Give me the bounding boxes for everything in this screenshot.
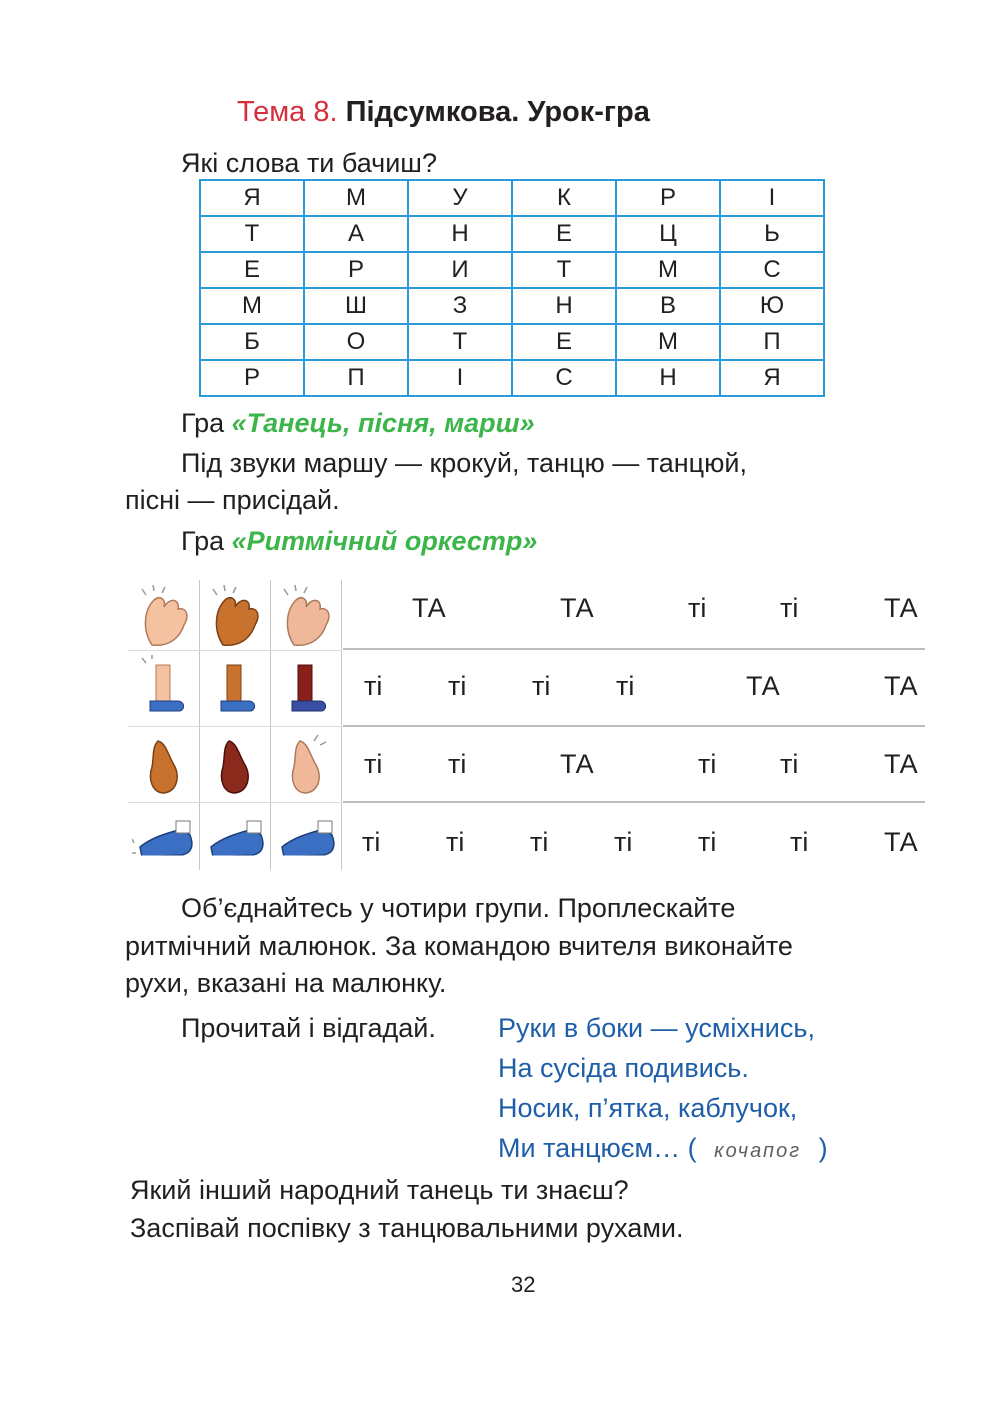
game2-prefix: Гра [181,526,232,556]
grid-row [200,288,824,324]
grid-cell: С [720,252,824,288]
grid-cell: У [408,180,512,216]
grid-cell: Т [512,252,616,288]
game2-name: «Ритмічний оркестр» [231,526,538,556]
rhythm-syllable: ТА [560,593,594,623]
grid-cell: Я [200,180,304,216]
grid-cell: Ь [720,216,824,252]
game1-text-line2: пісні — присідай. [125,485,340,515]
clapping-hands-icon [132,582,202,658]
grid-cell: О [304,324,408,360]
grid-cell: М [616,324,720,360]
sneaker-tap-icon [274,804,344,880]
grid-cell: И [408,252,512,288]
grid-cell: П [304,360,408,396]
grid-row [200,252,824,288]
rhythm-syllable: ті [688,593,707,623]
grid-cell: Р [616,180,720,216]
rhythm-syllable: ті [446,827,465,857]
grid-cell: Т [200,216,304,252]
riddle-line2: На сусіда подивись. [498,1053,749,1083]
rhythm-syllable: ТА [884,827,918,857]
grid-row [200,360,824,396]
clapping-hands-icon [203,582,273,658]
grid-cell: Е [512,324,616,360]
game2-heading [181,522,537,560]
grid-row [200,324,824,360]
rhythm-syllable: ті [698,749,717,779]
question-2: Заспівай поспівку з танцювальними рухами. [130,1213,684,1243]
rhythm-syllable: ті [780,749,799,779]
stomping-foot-icon [274,652,344,728]
rhythm-syllable: ті [532,671,551,701]
topic-number: Тема 8. [237,96,338,128]
page-title [237,96,650,129]
grid-cell: Ш [304,288,408,324]
grid-cell: Р [200,360,304,396]
letter-grid [199,179,825,397]
riddle-line3: Носик, п’ятка, каблучок, [498,1093,798,1123]
grid-cell: С [512,360,616,396]
grid-cell: Ю [720,288,824,324]
grid-cell: І [720,180,824,216]
grid-cell: А [304,216,408,252]
rhythm-syllable: ТА [412,593,446,623]
rhythm-syllable: ті [698,827,717,857]
grid-cell: З [408,288,512,324]
game1-name: «Танець, пісня, марш» [231,408,535,438]
instructions-line1: Об’єднайтесь у чотири групи. Проплескайте [181,893,736,923]
rhythm-syllable: ті [364,671,383,701]
grid-cell: Е [200,252,304,288]
rhythm-syllable: ТА [884,749,918,779]
rhythm-syllable: ТА [884,671,918,701]
grid-question: Які слова ти бачиш? [181,148,437,178]
question-1: Який інший народний танець ти знаєш? [130,1175,629,1205]
grid-cell: М [304,180,408,216]
grid-cell: Б [200,324,304,360]
rhythm-syllable: ТА [746,671,780,701]
clapping-hands-icon [274,582,344,658]
stomping-foot-icon [203,652,273,728]
grid-cell: Е [512,216,616,252]
rhythm-syllable: ті [530,827,549,857]
grid-row [200,216,824,252]
grid-cell: Ц [616,216,720,252]
game1-prefix: Гра [181,408,232,438]
sneaker-tap-icon [203,804,273,880]
rhythm-syllable: ті [364,749,383,779]
riddle-prompt: Прочитай і відгадай. [181,1013,436,1043]
grid-cell: В [616,288,720,324]
rhythm-syllable: ті [780,593,799,623]
grid-cell: Р [304,252,408,288]
rhythm-pictures [128,580,342,870]
rhythm-syllable: ті [448,749,467,779]
snapping-fingers-icon [203,728,273,804]
grid-cell: Т [408,324,512,360]
snapping-fingers-icon [132,728,202,804]
snapping-fingers-icon [274,728,344,804]
game1-text-line1: Під звуки маршу — крокуй, танцю — танцюй, [181,448,747,478]
riddle-line4-text: Ми танцюєм… ( [498,1133,697,1163]
rhythm-syllable: ті [448,671,467,701]
riddle-line1: Руки в боки — усміхнись, [498,1013,815,1043]
grid-cell: П [720,324,824,360]
instructions-line2: ритмічний малюнок. За командою вчителя виконайте [125,931,793,961]
riddle-close-paren: ) [818,1133,828,1163]
grid-cell: Н [512,288,616,324]
sneaker-tap-icon [132,804,202,880]
riddle-line4 [498,1128,828,1171]
rhythm-syllable: ТА [560,749,594,779]
page-number: 32 [511,1272,536,1297]
rhythm-syllable: ті [616,671,635,701]
rhythm-syllable: ТА [884,593,918,623]
grid-cell: М [200,288,304,324]
game1-heading [181,404,535,442]
grid-cell: І [408,360,512,396]
stomping-foot-icon [132,652,202,728]
grid-cell: Н [616,360,720,396]
grid-cell: Н [408,216,512,252]
grid-row [200,180,824,216]
riddle-answer-hint: кочапог [714,1140,802,1162]
rhythm-syllable: ті [614,827,633,857]
grid-cell: М [616,252,720,288]
grid-cell: Я [720,360,824,396]
instructions-line3: рухи, вказані на малюнку. [125,968,447,998]
rhythm-syllable: ті [362,827,381,857]
rhythm-syllable: ті [790,827,809,857]
grid-cell: К [512,180,616,216]
topic-title: Підсумкова. Урок-гра [345,96,650,128]
